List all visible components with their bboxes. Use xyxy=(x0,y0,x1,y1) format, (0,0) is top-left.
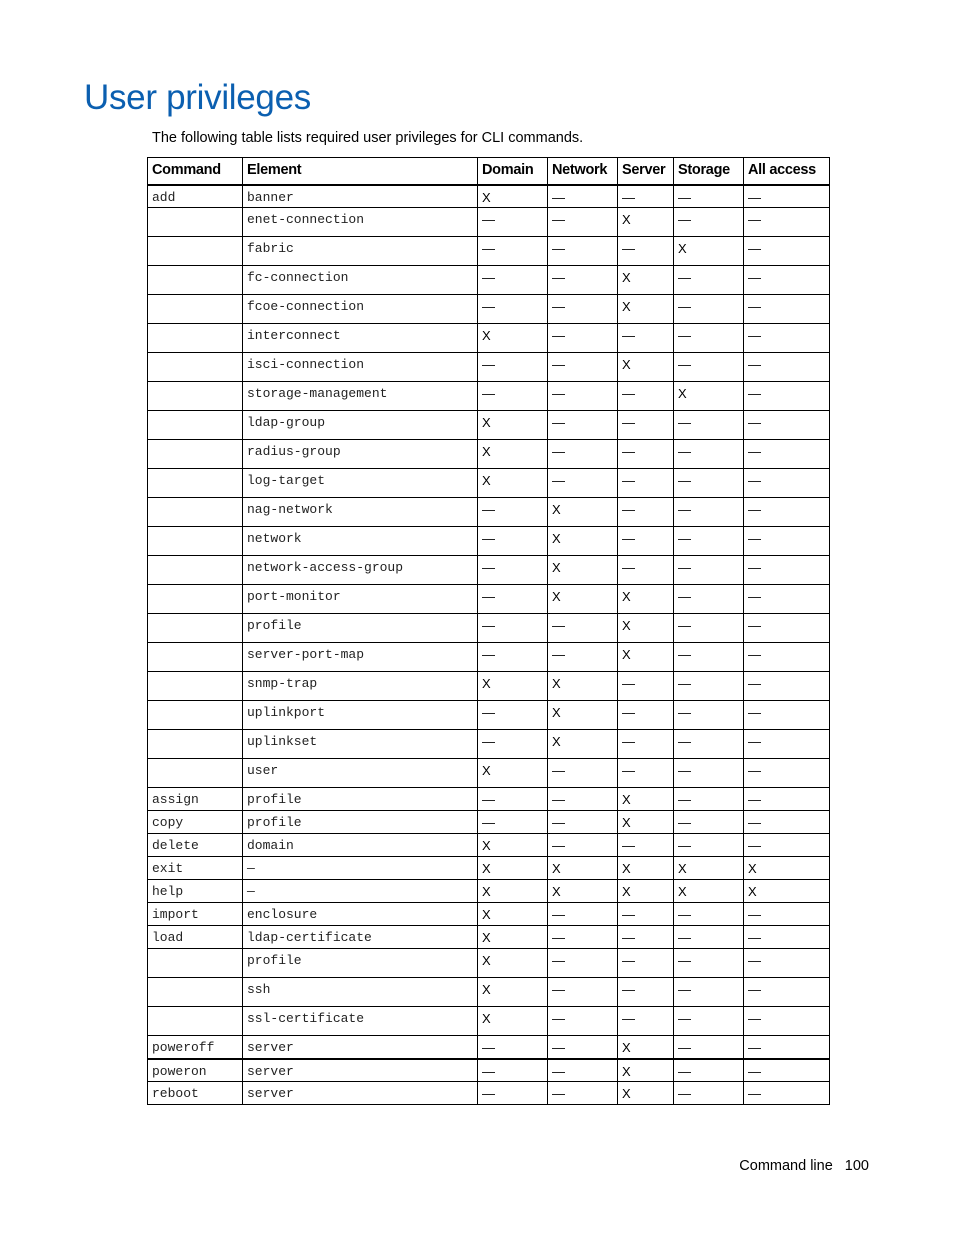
network-privilege-cell: — xyxy=(548,295,618,324)
table-row xyxy=(148,730,830,759)
server-privilege-cell: — xyxy=(618,834,674,857)
domain-privilege-cell: — xyxy=(478,1082,548,1105)
table-row xyxy=(148,469,830,498)
storage-privilege-cell: X xyxy=(674,237,744,266)
command-cell xyxy=(148,730,243,759)
storage-privilege-cell: — xyxy=(674,949,744,978)
table-row xyxy=(148,527,830,556)
element-cell: storage-management xyxy=(243,382,478,411)
all-access-privilege-cell: — xyxy=(744,1059,830,1082)
all-access-privilege-cell: — xyxy=(744,834,830,857)
domain-privilege-cell: — xyxy=(478,498,548,527)
server-privilege-cell: X xyxy=(618,880,674,903)
command-cell xyxy=(148,949,243,978)
storage-privilege-cell: — xyxy=(674,614,744,643)
intro-paragraph: The following table lists required user privileges for CLI commands. xyxy=(152,130,584,146)
element-cell: profile xyxy=(243,614,478,643)
table-row xyxy=(148,585,830,614)
table-row xyxy=(148,834,830,857)
element-cell: radius-group xyxy=(243,440,478,469)
command-cell: reboot xyxy=(148,1082,243,1105)
server-privilege-cell: — xyxy=(618,949,674,978)
all-access-privilege-cell: — xyxy=(744,903,830,926)
domain-privilege-cell: — xyxy=(478,1036,548,1059)
domain-privilege-cell: — xyxy=(478,585,548,614)
all-access-privilege-cell: — xyxy=(744,237,830,266)
footer-section: Command line xyxy=(739,1158,833,1174)
table-row xyxy=(148,614,830,643)
command-cell: assign xyxy=(148,788,243,811)
storage-privilege-cell: — xyxy=(674,978,744,1007)
element-cell: log-target xyxy=(243,469,478,498)
domain-privilege-cell: — xyxy=(478,730,548,759)
element-cell: ldap-certificate xyxy=(243,926,478,949)
network-privilege-cell: — xyxy=(548,1007,618,1036)
network-privilege-cell: X xyxy=(548,672,618,701)
domain-privilege-cell: X xyxy=(478,672,548,701)
storage-privilege-cell: — xyxy=(674,353,744,382)
all-access-privilege-cell: — xyxy=(744,556,830,585)
all-access-privilege-cell: — xyxy=(744,614,830,643)
element-cell: uplinkport xyxy=(243,701,478,730)
storage-privilege-cell: X xyxy=(674,880,744,903)
server-privilege-cell: X xyxy=(618,857,674,880)
command-cell xyxy=(148,556,243,585)
storage-privilege-cell: — xyxy=(674,585,744,614)
network-privilege-cell: X xyxy=(548,701,618,730)
domain-privilege-cell: X xyxy=(478,1007,548,1036)
table-row xyxy=(148,672,830,701)
table-row xyxy=(148,556,830,585)
network-privilege-cell: — xyxy=(548,811,618,834)
header-server: Server xyxy=(618,158,674,185)
table-row xyxy=(148,440,830,469)
domain-privilege-cell: X xyxy=(478,978,548,1007)
storage-privilege-cell: — xyxy=(674,811,744,834)
storage-privilege-cell: — xyxy=(674,440,744,469)
element-cell: network-access-group xyxy=(243,556,478,585)
element-cell: user xyxy=(243,759,478,788)
element-cell: ssl-certificate xyxy=(243,1007,478,1036)
table-row xyxy=(148,295,830,324)
server-privilege-cell: X xyxy=(618,1036,674,1059)
storage-privilege-cell: — xyxy=(674,1059,744,1082)
network-privilege-cell: X xyxy=(548,556,618,585)
server-privilege-cell: — xyxy=(618,440,674,469)
command-cell xyxy=(148,266,243,295)
server-privilege-cell: X xyxy=(618,614,674,643)
domain-privilege-cell: X xyxy=(478,324,548,353)
all-access-privilege-cell: — xyxy=(744,469,830,498)
server-privilege-cell: — xyxy=(618,978,674,1007)
storage-privilege-cell: — xyxy=(674,1082,744,1105)
server-privilege-cell: — xyxy=(618,903,674,926)
command-cell xyxy=(148,614,243,643)
network-privilege-cell: — xyxy=(548,903,618,926)
element-cell: ldap-group xyxy=(243,411,478,440)
network-privilege-cell: — xyxy=(548,1036,618,1059)
element-cell: — xyxy=(243,857,478,880)
all-access-privilege-cell: — xyxy=(744,527,830,556)
server-privilege-cell: — xyxy=(618,498,674,527)
header-domain: Domain xyxy=(478,158,548,185)
server-privilege-cell: X xyxy=(618,208,674,237)
command-cell xyxy=(148,469,243,498)
domain-privilege-cell: — xyxy=(478,237,548,266)
element-cell: domain xyxy=(243,834,478,857)
command-cell: exit xyxy=(148,857,243,880)
server-privilege-cell: — xyxy=(618,382,674,411)
header-command: Command xyxy=(148,158,243,185)
storage-privilege-cell: — xyxy=(674,643,744,672)
domain-privilege-cell: — xyxy=(478,701,548,730)
element-cell: server xyxy=(243,1036,478,1059)
table-row xyxy=(148,266,830,295)
command-cell xyxy=(148,701,243,730)
server-privilege-cell: — xyxy=(618,411,674,440)
table-row xyxy=(148,903,830,926)
all-access-privilege-cell: — xyxy=(744,585,830,614)
network-privilege-cell: — xyxy=(548,1059,618,1082)
storage-privilege-cell: — xyxy=(674,324,744,353)
storage-privilege-cell: — xyxy=(674,926,744,949)
network-privilege-cell: — xyxy=(548,643,618,672)
command-cell xyxy=(148,585,243,614)
all-access-privilege-cell: — xyxy=(744,926,830,949)
page-title: User privileges xyxy=(84,78,311,117)
storage-privilege-cell: — xyxy=(674,556,744,585)
command-cell: load xyxy=(148,926,243,949)
table-row xyxy=(148,185,830,208)
network-privilege-cell: X xyxy=(548,857,618,880)
network-privilege-cell: — xyxy=(548,834,618,857)
table-row xyxy=(148,1082,830,1105)
all-access-privilege-cell: — xyxy=(744,701,830,730)
all-access-privilege-cell: — xyxy=(744,643,830,672)
server-privilege-cell: — xyxy=(618,759,674,788)
server-privilege-cell: — xyxy=(618,730,674,759)
header-element: Element xyxy=(243,158,478,185)
table-row xyxy=(148,353,830,382)
storage-privilege-cell: — xyxy=(674,185,744,208)
element-cell: server-port-map xyxy=(243,643,478,672)
table-header-row xyxy=(148,158,830,185)
all-access-privilege-cell: — xyxy=(744,324,830,353)
element-cell: profile xyxy=(243,788,478,811)
network-privilege-cell: X xyxy=(548,880,618,903)
server-privilege-cell: — xyxy=(618,556,674,585)
storage-privilege-cell: — xyxy=(674,527,744,556)
network-privilege-cell: — xyxy=(548,440,618,469)
table-row xyxy=(148,382,830,411)
storage-privilege-cell: — xyxy=(674,730,744,759)
command-cell xyxy=(148,759,243,788)
element-cell: server xyxy=(243,1082,478,1105)
server-privilege-cell: X xyxy=(618,1082,674,1105)
all-access-privilege-cell: — xyxy=(744,353,830,382)
command-cell xyxy=(148,295,243,324)
command-cell xyxy=(148,440,243,469)
element-cell: snmp-trap xyxy=(243,672,478,701)
table-row xyxy=(148,237,830,266)
network-privilege-cell: — xyxy=(548,411,618,440)
storage-privilege-cell: — xyxy=(674,411,744,440)
all-access-privilege-cell: — xyxy=(744,295,830,324)
command-cell xyxy=(148,353,243,382)
element-cell: fabric xyxy=(243,237,478,266)
domain-privilege-cell: X xyxy=(478,469,548,498)
server-privilege-cell: X xyxy=(618,1059,674,1082)
storage-privilege-cell: — xyxy=(674,208,744,237)
storage-privilege-cell: — xyxy=(674,469,744,498)
command-cell: add xyxy=(148,185,243,208)
domain-privilege-cell: X xyxy=(478,880,548,903)
network-privilege-cell: X xyxy=(548,498,618,527)
server-privilege-cell: X xyxy=(618,585,674,614)
table-row xyxy=(148,926,830,949)
table-row xyxy=(148,1036,830,1059)
network-privilege-cell: — xyxy=(548,266,618,295)
table-row xyxy=(148,411,830,440)
command-cell xyxy=(148,978,243,1007)
all-access-privilege-cell: X xyxy=(744,857,830,880)
domain-privilege-cell: X xyxy=(478,949,548,978)
element-cell: interconnect xyxy=(243,324,478,353)
header-all-access: All access xyxy=(744,158,830,185)
command-cell xyxy=(148,1007,243,1036)
domain-privilege-cell: X xyxy=(478,857,548,880)
storage-privilege-cell: — xyxy=(674,295,744,324)
element-cell: port-monitor xyxy=(243,585,478,614)
storage-privilege-cell: X xyxy=(674,857,744,880)
element-cell: profile xyxy=(243,811,478,834)
network-privilege-cell: — xyxy=(548,978,618,1007)
table-row xyxy=(148,1007,830,1036)
command-cell xyxy=(148,498,243,527)
command-cell xyxy=(148,208,243,237)
network-privilege-cell: — xyxy=(548,185,618,208)
network-privilege-cell: X xyxy=(548,527,618,556)
command-cell xyxy=(148,324,243,353)
all-access-privilege-cell: — xyxy=(744,185,830,208)
all-access-privilege-cell: — xyxy=(744,811,830,834)
element-cell: isci-connection xyxy=(243,353,478,382)
server-privilege-cell: — xyxy=(618,701,674,730)
domain-privilege-cell: — xyxy=(478,1059,548,1082)
server-privilege-cell: — xyxy=(618,527,674,556)
page-number: 100 xyxy=(844,1158,869,1174)
element-cell: ssh xyxy=(243,978,478,1007)
domain-privilege-cell: X xyxy=(478,759,548,788)
user-privileges-table xyxy=(147,157,830,1105)
table-row xyxy=(148,701,830,730)
all-access-privilege-cell: — xyxy=(744,382,830,411)
storage-privilege-cell: — xyxy=(674,788,744,811)
domain-privilege-cell: — xyxy=(478,556,548,585)
all-access-privilege-cell: — xyxy=(744,1036,830,1059)
domain-privilege-cell: — xyxy=(478,643,548,672)
element-cell: fc-connection xyxy=(243,266,478,295)
domain-privilege-cell: X xyxy=(478,834,548,857)
all-access-privilege-cell: — xyxy=(744,759,830,788)
network-privilege-cell: — xyxy=(548,237,618,266)
server-privilege-cell: — xyxy=(618,237,674,266)
storage-privilege-cell: — xyxy=(674,1007,744,1036)
table-row xyxy=(148,880,830,903)
domain-privilege-cell: X xyxy=(478,926,548,949)
network-privilege-cell: — xyxy=(548,614,618,643)
header-network: Network xyxy=(548,158,618,185)
header-storage: Storage xyxy=(674,158,744,185)
domain-privilege-cell: X xyxy=(478,411,548,440)
network-privilege-cell: X xyxy=(548,585,618,614)
storage-privilege-cell: X xyxy=(674,382,744,411)
table-row xyxy=(148,949,830,978)
element-cell: nag-network xyxy=(243,498,478,527)
server-privilege-cell: X xyxy=(618,811,674,834)
table-row xyxy=(148,643,830,672)
all-access-privilege-cell: — xyxy=(744,788,830,811)
domain-privilege-cell: — xyxy=(478,208,548,237)
command-cell: poweron xyxy=(148,1059,243,1082)
table-row xyxy=(148,208,830,237)
command-cell: import xyxy=(148,903,243,926)
element-cell: fcoe-connection xyxy=(243,295,478,324)
table-row xyxy=(148,788,830,811)
network-privilege-cell: — xyxy=(548,788,618,811)
storage-privilege-cell: — xyxy=(674,759,744,788)
storage-privilege-cell: — xyxy=(674,1036,744,1059)
table-row xyxy=(148,324,830,353)
storage-privilege-cell: — xyxy=(674,701,744,730)
element-cell: enclosure xyxy=(243,903,478,926)
domain-privilege-cell: — xyxy=(478,811,548,834)
domain-privilege-cell: — xyxy=(478,266,548,295)
table-row xyxy=(148,857,830,880)
table-body xyxy=(148,185,830,1105)
domain-privilege-cell: — xyxy=(478,382,548,411)
element-cell: network xyxy=(243,527,478,556)
domain-privilege-cell: — xyxy=(478,614,548,643)
all-access-privilege-cell: — xyxy=(744,730,830,759)
server-privilege-cell: X xyxy=(618,266,674,295)
element-cell: banner xyxy=(243,185,478,208)
network-privilege-cell: — xyxy=(548,949,618,978)
server-privilege-cell: X xyxy=(618,788,674,811)
server-privilege-cell: — xyxy=(618,926,674,949)
element-cell: server xyxy=(243,1059,478,1082)
network-privilege-cell: — xyxy=(548,208,618,237)
network-privilege-cell: — xyxy=(548,759,618,788)
all-access-privilege-cell: X xyxy=(744,880,830,903)
domain-privilege-cell: X xyxy=(478,903,548,926)
all-access-privilege-cell: — xyxy=(744,266,830,295)
command-cell: poweroff xyxy=(148,1036,243,1059)
domain-privilege-cell: X xyxy=(478,185,548,208)
network-privilege-cell: X xyxy=(548,730,618,759)
all-access-privilege-cell: — xyxy=(744,498,830,527)
table-row xyxy=(148,1059,830,1082)
command-cell xyxy=(148,237,243,266)
server-privilege-cell: X xyxy=(618,643,674,672)
all-access-privilege-cell: — xyxy=(744,440,830,469)
command-cell xyxy=(148,643,243,672)
server-privilege-cell: — xyxy=(618,324,674,353)
server-privilege-cell: — xyxy=(618,1007,674,1036)
command-cell: delete xyxy=(148,834,243,857)
server-privilege-cell: — xyxy=(618,185,674,208)
all-access-privilege-cell: — xyxy=(744,208,830,237)
command-cell xyxy=(148,672,243,701)
table-row xyxy=(148,978,830,1007)
storage-privilege-cell: — xyxy=(674,266,744,295)
server-privilege-cell: X xyxy=(618,295,674,324)
command-cell xyxy=(148,527,243,556)
network-privilege-cell: — xyxy=(548,469,618,498)
all-access-privilege-cell: — xyxy=(744,411,830,440)
network-privilege-cell: — xyxy=(548,324,618,353)
table-row xyxy=(148,498,830,527)
command-cell: help xyxy=(148,880,243,903)
element-cell: enet-connection xyxy=(243,208,478,237)
domain-privilege-cell: X xyxy=(478,440,548,469)
network-privilege-cell: — xyxy=(548,1082,618,1105)
command-cell xyxy=(148,382,243,411)
element-cell: profile xyxy=(243,949,478,978)
storage-privilege-cell: — xyxy=(674,498,744,527)
storage-privilege-cell: — xyxy=(674,834,744,857)
domain-privilege-cell: — xyxy=(478,527,548,556)
element-cell: uplinkset xyxy=(243,730,478,759)
network-privilege-cell: — xyxy=(548,382,618,411)
all-access-privilege-cell: — xyxy=(744,672,830,701)
command-cell xyxy=(148,411,243,440)
server-privilege-cell: — xyxy=(618,469,674,498)
domain-privilege-cell: — xyxy=(478,353,548,382)
storage-privilege-cell: — xyxy=(674,903,744,926)
server-privilege-cell: — xyxy=(618,672,674,701)
network-privilege-cell: — xyxy=(548,926,618,949)
page-footer xyxy=(739,1158,869,1174)
element-cell: — xyxy=(243,880,478,903)
server-privilege-cell: X xyxy=(618,353,674,382)
domain-privilege-cell: — xyxy=(478,788,548,811)
table-row xyxy=(148,811,830,834)
all-access-privilege-cell: — xyxy=(744,978,830,1007)
network-privilege-cell: — xyxy=(548,353,618,382)
table-row xyxy=(148,759,830,788)
all-access-privilege-cell: — xyxy=(744,1007,830,1036)
storage-privilege-cell: — xyxy=(674,672,744,701)
domain-privilege-cell: — xyxy=(478,295,548,324)
all-access-privilege-cell: — xyxy=(744,1082,830,1105)
all-access-privilege-cell: — xyxy=(744,949,830,978)
command-cell: copy xyxy=(148,811,243,834)
